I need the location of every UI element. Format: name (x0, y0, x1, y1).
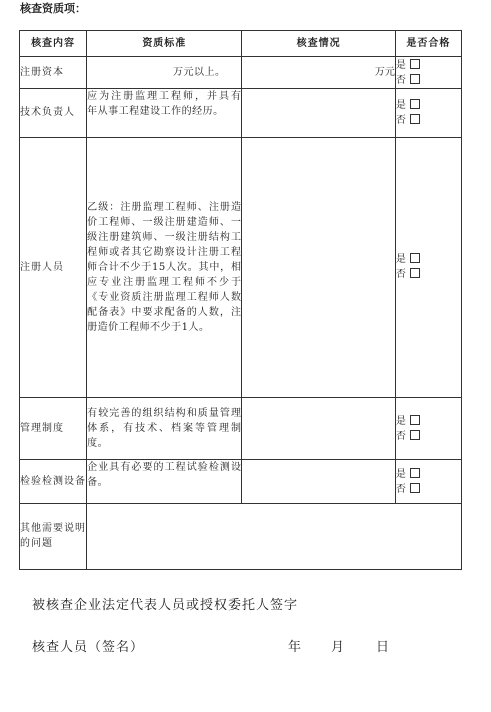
header-review-item: 核查内容 (20, 31, 87, 57)
yes-option[interactable] (396, 252, 461, 267)
yes-option[interactable] (396, 467, 461, 482)
yes-checkbox[interactable] (410, 59, 420, 69)
no-label: 否 (395, 269, 406, 281)
row-item-label: 注册资本 (20, 57, 87, 88)
yes-checkbox[interactable] (410, 99, 420, 109)
row-check-status (242, 88, 395, 137)
no-label: 否 (395, 430, 406, 442)
date-year-label: 年 (288, 640, 302, 655)
no-option[interactable] (396, 73, 461, 88)
table-row (20, 460, 462, 504)
header-review-status: 核查情况 (242, 31, 395, 57)
row-standard: 应为注册监理工程师，并具有 年从事工程建设工作的经历。 (87, 88, 242, 137)
qualified-options (395, 57, 461, 88)
no-label: 否 (395, 114, 406, 126)
no-option[interactable] (396, 429, 461, 444)
qualification-review-table (19, 30, 462, 570)
date-month-label: 月 (331, 640, 345, 655)
other-notes-cell[interactable] (87, 503, 462, 569)
row-item-label: 注册人员 (20, 137, 87, 398)
row-standard: 乙级：注册监理工程师、注册造价工程师、一级注册建造师、一级注册建筑师、一级注册结构工程师或者其它勘察设计注册工程师合计不少于15人次。其中，相应专业注册监理工程师不少于《专业资质注册监理工程师人数配备表》中要求配备的人数，注册造价工程师不少于1人。 (87, 137, 242, 398)
row-check-status (242, 460, 395, 504)
qualified-options (395, 137, 461, 398)
no-checkbox[interactable] (410, 268, 420, 278)
qualified-options (395, 88, 461, 137)
yes-checkbox[interactable] (410, 468, 420, 478)
qualified-options (395, 398, 461, 460)
row-item-label: 其他需要说明的问题 (20, 503, 87, 569)
yes-option[interactable] (396, 414, 461, 429)
row-check-status: 万元 (242, 57, 395, 88)
yes-option[interactable] (396, 98, 461, 113)
yes-option[interactable] (396, 58, 461, 73)
date-day-label: 日 (376, 640, 390, 655)
row-check-status (242, 137, 395, 398)
legal-rep-signature-label: 被核查企业法定代表人员或授权委托人签字 (32, 598, 299, 613)
yes-label: 是 (395, 99, 406, 111)
yes-label: 是 (395, 415, 406, 427)
yes-label: 是 (395, 254, 406, 266)
no-checkbox[interactable] (410, 483, 420, 493)
header-qualified: 是否合格 (395, 31, 461, 57)
row-check-status (242, 398, 395, 460)
no-label: 否 (395, 74, 406, 86)
reviewer-signature-label: 核查人员（签名） (32, 640, 145, 655)
table-row (20, 57, 462, 88)
no-label: 否 (395, 483, 406, 495)
section-heading: 核查资质项： (20, 2, 86, 15)
row-standard: 万元以上。 (87, 57, 242, 88)
row-standard: 有较完善的组织结构和质量管理体系，有技术、档案等管理制度。 (87, 398, 242, 460)
yes-checkbox[interactable] (410, 415, 420, 425)
header-standard: 资质标准 (87, 31, 242, 57)
yes-checkbox[interactable] (410, 253, 420, 263)
qualified-options (395, 460, 461, 504)
no-option[interactable] (396, 267, 461, 282)
row-standard: 企业具有必要的工程试验检测设备。 (87, 460, 242, 504)
no-checkbox[interactable] (410, 114, 420, 124)
table-row (20, 137, 462, 398)
table-header-row (20, 31, 462, 57)
table-row (20, 398, 462, 460)
no-option[interactable] (396, 113, 461, 128)
yes-label: 是 (395, 59, 406, 71)
table-row (20, 503, 462, 569)
table-row (20, 88, 462, 137)
row-item-label: 检验检测设备 (20, 460, 87, 504)
row-item-label: 管理制度 (20, 398, 87, 460)
no-option[interactable] (396, 482, 461, 497)
row-item-label: 技术负责人 (20, 88, 87, 137)
no-checkbox[interactable] (410, 74, 420, 84)
no-checkbox[interactable] (410, 430, 420, 440)
yes-label: 是 (395, 468, 406, 480)
